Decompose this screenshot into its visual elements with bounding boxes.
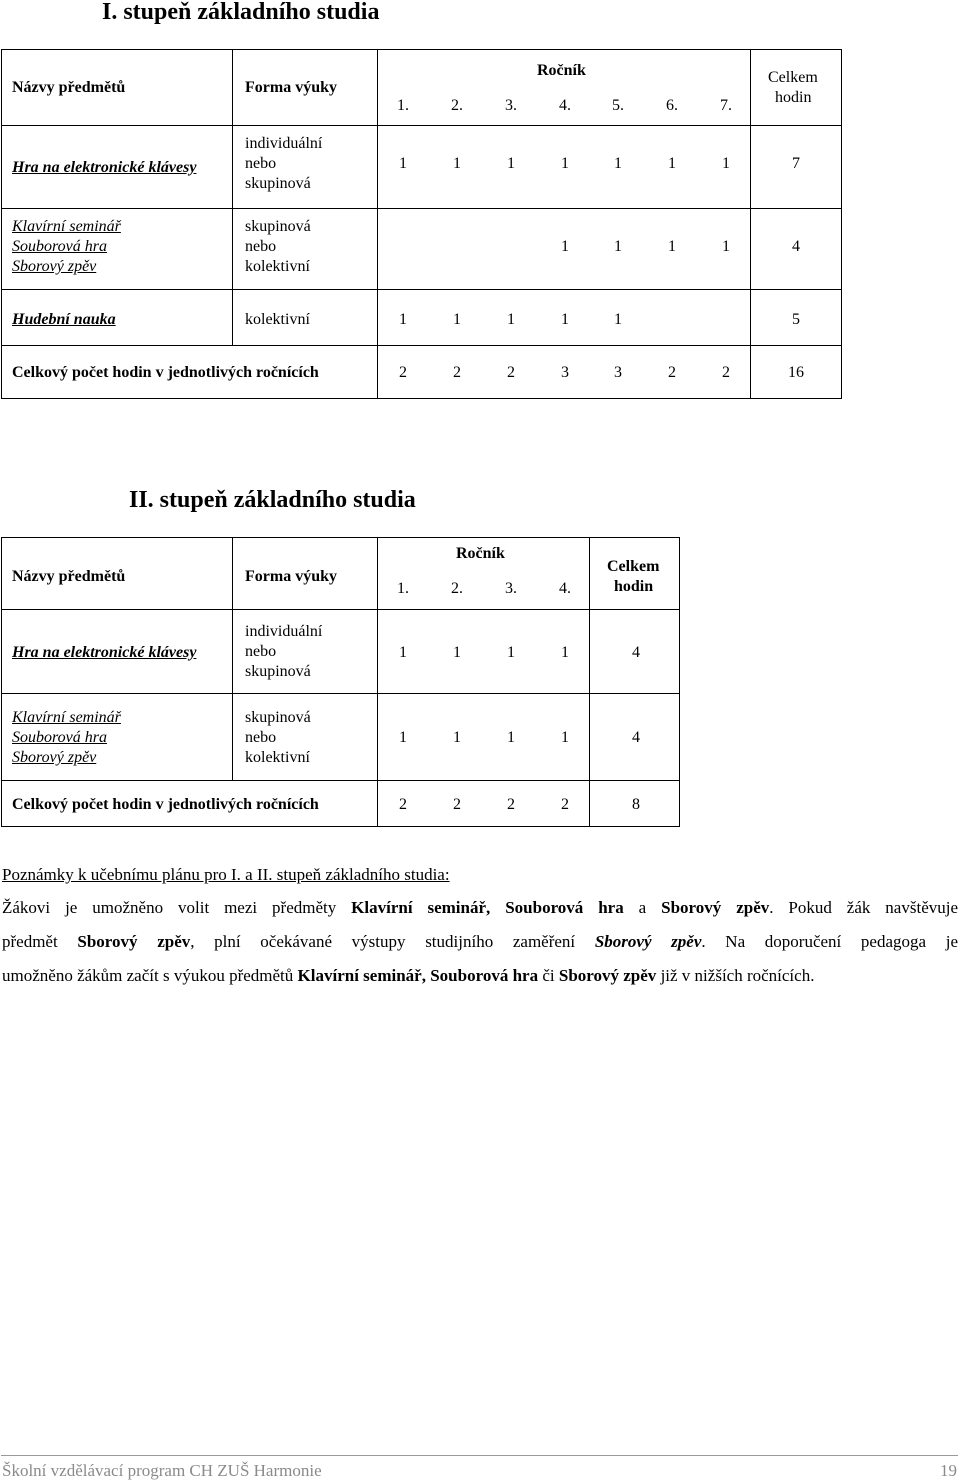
total-cell: 5 xyxy=(792,311,800,328)
notes-line-1: Žákovi je umožněno volit mezi předměty Klavírní seminář, Souborová hra a Sborový zpěv. Pokud žák navštěvuje xyxy=(2,898,959,917)
total-cell: 4 xyxy=(792,238,800,255)
col-header-form: Forma výuky xyxy=(245,568,337,585)
form-value: skupinová xyxy=(245,175,311,192)
hour-cell: 1 xyxy=(561,238,569,255)
form-value: nebo xyxy=(245,643,277,660)
hour-cell: 1 xyxy=(614,155,622,172)
hour-cell: 1 xyxy=(668,155,676,172)
footer-text: Školní vzdělávací program CH ZUŠ Harmonie xyxy=(2,1461,322,1480)
notes-heading: Poznámky k učebnímu plánu pro I. a II. stupeň základního studia: xyxy=(2,865,450,884)
sum-cell: 2 xyxy=(453,796,461,813)
hour-cell: 1 xyxy=(399,311,407,328)
hour-cell: 1 xyxy=(722,155,730,172)
subject-name: Souborová hra xyxy=(12,729,107,746)
year-label: 2. xyxy=(451,97,463,114)
page-number: 19 xyxy=(940,1461,957,1480)
subject-name: Klavírní seminář xyxy=(12,709,121,726)
sum-cell: 2 xyxy=(453,364,461,381)
hour-cell: 1 xyxy=(507,644,515,661)
year-label: 4. xyxy=(559,580,571,597)
subject-name: Hra na elektronické klávesy xyxy=(12,159,197,176)
hour-cell: 1 xyxy=(399,644,407,661)
year-label: 2. xyxy=(451,580,463,597)
subject-name: Hudební nauka xyxy=(12,311,116,328)
col-header-total: Celkem xyxy=(607,558,660,575)
hour-cell: 1 xyxy=(614,311,622,328)
form-value: kolektivní xyxy=(245,311,310,328)
hour-cell: 1 xyxy=(507,155,515,172)
form-value: nebo xyxy=(245,155,277,172)
form-value: skupinová xyxy=(245,709,311,726)
form-value: nebo xyxy=(245,238,277,255)
year-label: 4. xyxy=(559,97,571,114)
section-2-title: II. stupeň základního studia xyxy=(129,487,416,513)
hour-cell: 1 xyxy=(561,311,569,328)
subject-name: Sborový zpěv xyxy=(12,749,97,766)
total-cell: 4 xyxy=(632,729,640,746)
col-header-total: Celkem xyxy=(768,69,818,86)
hour-cell: 1 xyxy=(561,155,569,172)
col-header-year: Ročník xyxy=(456,545,505,562)
sum-label: Celkový počet hodin v jednotlivých ročnících xyxy=(12,364,319,381)
year-label: 7. xyxy=(720,97,732,114)
section-1-title: I. stupeň základního studia xyxy=(102,0,380,25)
hour-cell: 1 xyxy=(453,644,461,661)
year-label: 5. xyxy=(612,97,624,114)
notes-line-3: umožněno žákům začít s výukou předmětů Klavírní seminář, Souborová hra či Sborový zpěv již v nižších ročnících. xyxy=(2,966,815,985)
hour-cell: 1 xyxy=(453,729,461,746)
sum-cell: 2 xyxy=(399,796,407,813)
form-value: individuální xyxy=(245,623,323,640)
hour-cell: 1 xyxy=(561,729,569,746)
sum-total: 8 xyxy=(632,796,640,813)
subject-name: Klavírní seminář xyxy=(12,218,121,235)
subject-name: Sborový zpěv xyxy=(12,258,97,275)
sum-total: 16 xyxy=(788,364,804,381)
form-value: nebo xyxy=(245,729,277,746)
year-label: 1. xyxy=(397,97,409,114)
subject-name: Souborová hra xyxy=(12,238,107,255)
hour-cell: 1 xyxy=(507,729,515,746)
year-label: 3. xyxy=(505,97,517,114)
form-value: kolektivní xyxy=(245,749,310,766)
hour-cell: 1 xyxy=(668,238,676,255)
year-label: 6. xyxy=(666,97,678,114)
hour-cell: 1 xyxy=(614,238,622,255)
form-value: skupinová xyxy=(245,663,311,680)
hour-cell: 1 xyxy=(561,644,569,661)
sum-cell: 2 xyxy=(561,796,569,813)
col-header-total-unit: hodin xyxy=(775,89,812,106)
col-header-form: Forma výuky xyxy=(245,79,337,96)
col-header-total-unit: hodin xyxy=(614,578,654,595)
notes-line-2: předmět Sborový zpěv, plní očekávané výstupy studijního zaměření Sborový zpěv. Na doporučení pedagoga je xyxy=(2,932,959,951)
col-header-subjects: Názvy předmětů xyxy=(12,568,126,585)
form-value: kolektivní xyxy=(245,258,310,275)
sum-cell: 2 xyxy=(507,364,515,381)
hour-cell: 1 xyxy=(722,238,730,255)
sum-cell: 2 xyxy=(668,364,676,381)
total-cell: 7 xyxy=(792,155,800,172)
hour-cell: 1 xyxy=(453,311,461,328)
form-value: individuální xyxy=(245,135,323,152)
hour-cell: 1 xyxy=(399,155,407,172)
sum-cell: 2 xyxy=(722,364,730,381)
hour-cell: 1 xyxy=(399,729,407,746)
hour-cell: 1 xyxy=(507,311,515,328)
sum-cell: 3 xyxy=(614,364,622,381)
col-header-year: Ročník xyxy=(537,62,586,79)
total-cell: 4 xyxy=(632,644,640,661)
sum-label: Celkový počet hodin v jednotlivých ročnících xyxy=(12,796,319,813)
sum-cell: 3 xyxy=(561,364,569,381)
col-header-subjects: Názvy předmětů xyxy=(12,79,126,96)
subject-name: Hra na elektronické klávesy xyxy=(12,644,197,661)
year-label: 3. xyxy=(505,580,517,597)
year-label: 1. xyxy=(397,580,409,597)
sum-cell: 2 xyxy=(399,364,407,381)
hour-cell: 1 xyxy=(453,155,461,172)
footer-rule xyxy=(1,1455,958,1456)
sum-cell: 2 xyxy=(507,796,515,813)
form-value: skupinová xyxy=(245,218,311,235)
